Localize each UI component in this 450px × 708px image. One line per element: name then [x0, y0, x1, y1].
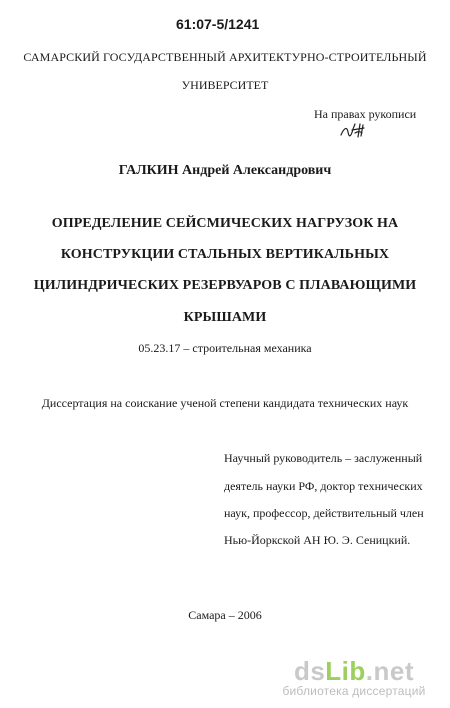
dissertation-title-line: КРЫШАМИ: [183, 310, 267, 325]
watermark-brand: [264, 657, 444, 685]
supervisor-line: наук, профессор, действительный член: [224, 506, 424, 520]
university-name-line1: САМАРСКИЙ ГОСУДАРСТВЕННЫЙ АРХИТЕКТУРНО-СТРОИТЕЛЬНЫЙ: [23, 50, 427, 64]
dissertation-title-line: ЦИЛИНДРИЧЕСКИХ РЕЗЕРВУАРОВ С ПЛАВАЮЩИМИ: [33, 278, 417, 293]
archive-code: 61:07-5/1241: [176, 16, 260, 32]
dissertation-title-line: КОНСТРУКЦИИ СТАЛЬНЫХ ВЕРТИКАЛЬНЫХ: [60, 247, 390, 262]
author-name: ГАЛКИН Андрей Александрович: [118, 163, 332, 178]
signature: [338, 120, 368, 145]
watermark-subtitle: библиотека диссертаций: [282, 684, 426, 698]
watermark-brand-main: Lib: [325, 656, 366, 686]
university-name-line2: УНИВЕРСИТЕТ: [181, 78, 269, 92]
supervisor-line: деятель науки РФ, доктор технических: [224, 479, 423, 493]
supervisor-line: Научный руководитель – заслуженный: [224, 451, 423, 465]
supervisor-line: Нью-Йоркской АН Ю. Э. Сеницкий.: [224, 533, 411, 547]
city-year: Самара – 2006: [188, 608, 262, 622]
specialty-code: 05.23.17 – строительная механика: [138, 341, 312, 355]
watermark-brand-prefix: ds: [293, 656, 326, 686]
dissertation-title-line: ОПРЕДЕЛЕНИЕ СЕЙСМИЧЕСКИХ НАГРУЗОК НА: [51, 216, 399, 231]
watermark-logo: [264, 657, 444, 698]
manuscript-rights-note: На правах рукописи: [314, 107, 417, 121]
degree-statement: Диссертация на соискание ученой степени кандидата технических наук: [41, 396, 409, 410]
watermark-brand-suffix: .net: [365, 656, 415, 686]
signature-mark: [338, 120, 368, 140]
